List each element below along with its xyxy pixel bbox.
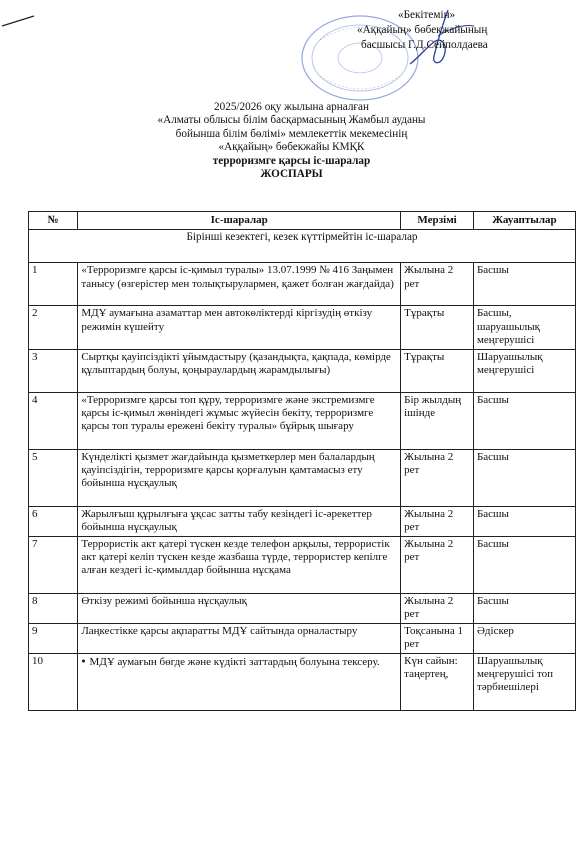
row-term: Тоқсанына 1 рет: [401, 623, 474, 653]
row-number: 3: [29, 349, 78, 392]
approval-line-head: басшысы Г.Д.Сейполдаева: [361, 39, 488, 51]
row-responsible: Шаруашылық меңгерушісі топ тәрбиешілері: [473, 653, 575, 710]
row-event: Лаңкестікке қарсы ақпаратты МДҰ сайтында орналастыру: [78, 623, 401, 653]
row-number: 8: [29, 593, 78, 623]
row-term: Бір жылдың ішінде: [401, 392, 474, 449]
row-term: Жылына 2 рет: [401, 263, 474, 306]
approval-block: [355, 8, 575, 53]
table-row: [29, 623, 576, 653]
row-number: 10: [29, 653, 78, 710]
row-responsible: Басшы, шаруашылық меңгерушісі: [473, 306, 575, 349]
row-event: Күнделікті қызмет жағдайында қызметкерлер мен балалардың қауіпсіздігін, терроризмге қарсы қорғалуын қамтамасыз ету бойынша нұсқаулық: [78, 449, 401, 506]
row-event: Жарылғыш құрылғыға ұқсас затты табу кезіндегі іс-әрекеттер бойынша нұсқаулық: [78, 506, 401, 536]
row-term: Күн сайын: таңертең,: [401, 653, 474, 710]
row-term: Тұрақты: [401, 349, 474, 392]
plan-subject: терроризмге қарсы іс-шаралар: [212, 154, 371, 167]
table-header-row: [29, 212, 576, 230]
table-row: [29, 392, 576, 449]
section-title: Бірінші кезектегі, кезек күттірмейтін іс-шаралар: [29, 230, 576, 263]
table-row: [29, 306, 576, 349]
row-number: 9: [29, 623, 78, 653]
approval-line-org: «Аққайың» бөбекжайының: [357, 24, 488, 36]
row-term: Жылына 2 рет: [401, 449, 474, 506]
table-row: [29, 536, 576, 593]
row-event: «Терроризмге қарсы топ құру, терроризмге және экстремизмге қарсы іс-қимыл жөніндегі жұмыс жүйесін бекіту, терроризмге қарсы топ туралы ережені бекіту туралы» бұйрық шығару: [78, 392, 401, 449]
row-number: 7: [29, 536, 78, 593]
row-event: Террористік акт қатері түскен кезде телефон арқылы, террористік акт қатері келіп түскен кезде жазбаша түрде, террористер кепілге алған кездегі іс-қимылдар бойынша нұсқама: [78, 536, 401, 593]
row-responsible: Басшы: [473, 593, 575, 623]
row-number: 1: [29, 263, 78, 306]
table-row: [29, 593, 576, 623]
document-title: ЖОСПАРЫ: [260, 168, 323, 181]
row-event: [78, 653, 401, 710]
table-row: [29, 263, 576, 306]
row-responsible: Басшы: [473, 392, 575, 449]
column-header-event: Іс-шаралар: [78, 212, 401, 230]
org-line-2: бойынша білім бөлімі» мемлекеттік мекемесінің: [175, 127, 408, 140]
org-line-1: «Алматы облысы білім басқармасының Жамбыл ауданы: [157, 114, 426, 127]
row-event-text: МДҰ аумағын бөгде және күдікті заттардың болуына тексеру.: [89, 655, 380, 668]
year-line: 2025/2026 оқу жылына арналған: [214, 101, 369, 113]
row-event: «Терроризмге қарсы іс-қимыл туралы» 13.07.1999 № 416 Заңымен танысу (өзгерістер мен толықтырулармен, қажет болған жағдайда): [78, 263, 401, 306]
approval-line-approve: «Бекітемін»: [398, 9, 456, 21]
table-row: [29, 449, 576, 506]
section-row: [29, 230, 576, 263]
table-row: [29, 653, 576, 710]
row-term: Жылына 2 рет: [401, 593, 474, 623]
row-event: Сыртқы қауіпсіздікті ұйымдастыру (қазандықта, қақпада, көмірде құлыптардың болуы, қоңыраулардың жарамдылығы): [78, 349, 401, 392]
row-term: Тұрақты: [401, 306, 474, 349]
row-responsible: Басшы: [473, 506, 575, 536]
row-responsible: Басшы: [473, 536, 575, 593]
document-header: [0, 101, 583, 181]
row-event: Өткізу режимі бойынша нұсқаулық: [78, 593, 401, 623]
row-term: Жылына 2 рет: [401, 506, 474, 536]
row-number: 5: [29, 449, 78, 506]
plan-table: [28, 211, 576, 711]
table-row: [29, 349, 576, 392]
org-line-3: «Аққайың» бөбекжайы КМҚК: [218, 141, 365, 154]
column-header-number: №: [29, 212, 78, 230]
scan-corner-mark: [0, 0, 40, 40]
column-header-term: Мерзімі: [401, 212, 474, 230]
row-responsible: Басшы: [473, 449, 575, 506]
row-event: МДҰ аумағына азаматтар мен автокөліктерді кіргізудің өткізу режимін күшейту: [78, 306, 401, 349]
table-row: [29, 506, 576, 536]
row-term: Жылына 2 рет: [401, 536, 474, 593]
row-responsible: Шаруашылық меңгерушісі: [473, 349, 575, 392]
row-responsible: Басшы: [473, 263, 575, 306]
row-number: 6: [29, 506, 78, 536]
row-number: 2: [29, 306, 78, 349]
column-header-responsible: Жауаптылар: [473, 212, 575, 230]
row-number: 4: [29, 392, 78, 449]
row-responsible: Әдіскер: [473, 623, 575, 653]
